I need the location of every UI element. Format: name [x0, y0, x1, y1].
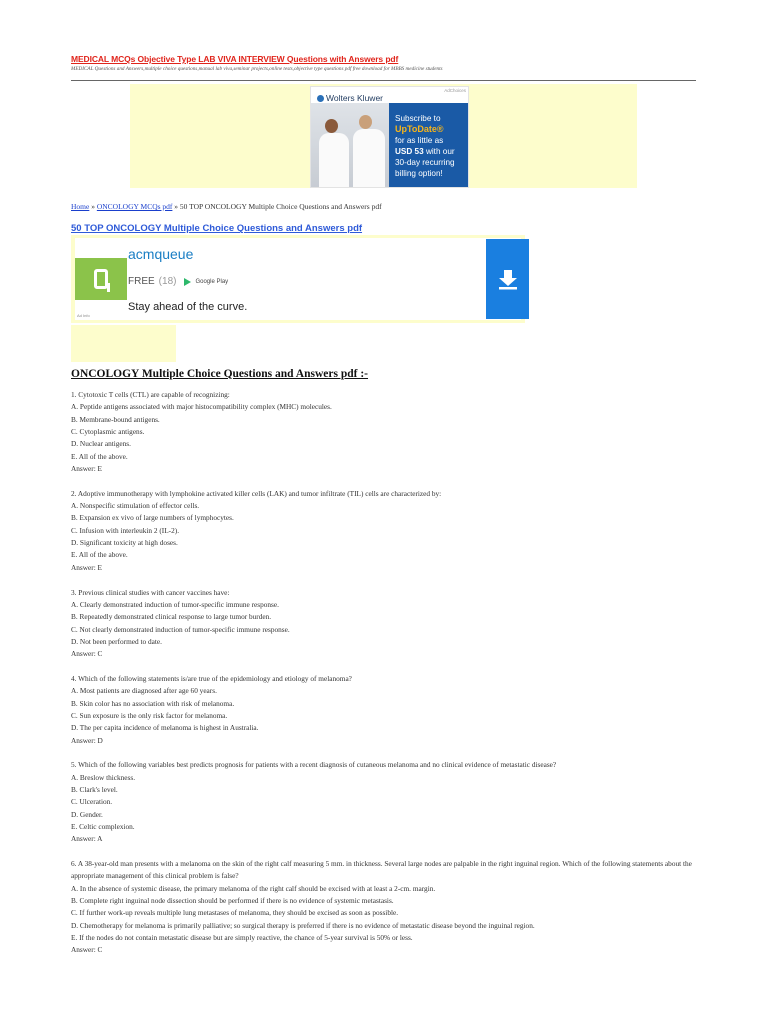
app-meta	[128, 276, 228, 287]
question-1	[71, 389, 696, 475]
site-title-link[interactable]: MEDICAL MCQs Objective Type LAB VIVA INTERVIEW Questions with Answers pdf	[71, 54, 399, 64]
brand-name: Wolters Kluwer	[326, 93, 383, 103]
option: E. Celtic complexion.	[71, 822, 135, 832]
section-heading: ONCOLOGY Multiple Choice Questions and Answers pdf :-	[71, 368, 369, 380]
question-stem: 6. A 38-year-old man presents with a melanoma on the skin of the right calf measuring 5 mm. in thickness. Several large nodes are palpable in the right inguinal region. Which of the following statements about the appropriate management of this clinical problem is false?	[71, 859, 692, 881]
option: D. Significant toxicity at high doses.	[71, 538, 178, 548]
option: A. Peptide antigens associated with major histocompatibility complex (MHC) molecules.	[71, 402, 332, 412]
wolters-kluwer-logo	[317, 93, 383, 103]
question-stem: 1. Cytotoxic T cells (CTL) are capable of recognizing:	[71, 390, 230, 399]
question-2	[71, 488, 696, 574]
option: E. If the nodes do not contain metastatic disease but are simply reactive, the chance of 5-year survival is 50% or less.	[71, 933, 413, 943]
option: B. Expansion ex vivo of large numbers of lymphocytes.	[71, 513, 234, 523]
app-install-ad[interactable]	[71, 235, 525, 323]
question-4	[71, 673, 696, 747]
doctors-photo	[311, 103, 389, 187]
app-rating-count: (18)	[158, 276, 177, 287]
answer: Answer: D	[71, 735, 103, 745]
download-icon	[497, 268, 519, 290]
uptodate-ad[interactable]	[310, 86, 469, 188]
question-3	[71, 587, 696, 661]
answer: Answer: C	[71, 945, 103, 955]
answer: Answer: E	[71, 464, 103, 474]
option: C. Sun exposure is the only risk factor for melanoma.	[71, 710, 228, 720]
question-stem: 5. Which of the following variables best predicts prognosis for patients with a recent diagnosis of cutaneous melanoma and no clinical evidence of metastatic disease?	[71, 760, 557, 770]
option: A. Breslow thickness.	[71, 772, 136, 782]
download-button[interactable]	[486, 239, 529, 319]
option: B. Clark's level.	[71, 785, 118, 794]
option: B. Repeatedly demonstrated clinical response to large tumor burden.	[71, 612, 272, 622]
app-name[interactable]: acmqueue	[128, 246, 194, 262]
option: C. If further work-up reveals multiple lung metastases of melanoma, they should be excised as soon as possible.	[71, 908, 399, 918]
option: E. All of the above.	[71, 550, 128, 560]
question-stem: 4. Which of the following statements is/are true of the epidemiology and etiology of melanoma?	[71, 673, 352, 683]
questions-list	[71, 389, 696, 969]
ad-footer-block	[71, 325, 176, 362]
breadcrumb-current: 50 TOP ONCOLOGY Multiple Choice Questions and Answers pdf	[179, 202, 382, 211]
option: D. Not been performed to date.	[71, 636, 162, 646]
option: A. Nonspecific stimulation of effector cells.	[71, 501, 200, 511]
option: A. Clearly demonstrated induction of tumor-specific immune response.	[71, 599, 279, 609]
ad-info-label[interactable]: Ad Info	[77, 313, 90, 318]
ad-offer-panel: Subscribe to UpToDate® for as little as USD 53 with our 30-day recurring billing option!	[389, 103, 468, 187]
acmqueue-app-icon[interactable]	[75, 258, 127, 300]
answer: Answer: E	[71, 562, 103, 572]
option: B. Skin color has no association with risk of melanoma.	[71, 698, 235, 708]
answer: Answer: C	[71, 649, 103, 659]
header-divider	[71, 80, 696, 81]
option: C. Infusion with interleukin 2 (IL-2).	[71, 525, 180, 535]
question-stem: 2. Adoptive immunotherapy with lymphokine activated killer cells (LAK) and tumor infiltrate (TIL) cells are characterized by:	[71, 488, 442, 498]
app-price: FREE	[128, 276, 155, 287]
wolters-kluwer-icon	[317, 95, 324, 102]
option: D. Gender.	[71, 809, 103, 819]
question-6	[71, 858, 696, 957]
option: D. The per capita incidence of melanoma is highest in Australia.	[71, 723, 259, 733]
option: B. Complete right inguinal node dissection should be performed if there is no evidence of systemic metastasis.	[71, 896, 394, 906]
question-stem: 3. Previous clinical studies with cancer vaccines have:	[71, 587, 230, 597]
question-5	[71, 759, 696, 845]
site-description: MEDICAL Questions and Answers,multiple choice questions,manual lab viva,seminar projects,online tests,objective type questions pdf free download for MBBS medicine students	[71, 66, 443, 72]
adchoices-label[interactable]: AdChoices	[444, 88, 466, 93]
option: E. All of the above.	[71, 451, 128, 461]
option: C. Cytoplasmic antigens.	[71, 427, 145, 437]
option: B. Membrane-bound antigens.	[71, 414, 160, 424]
option: C. Ulceration.	[71, 797, 113, 807]
answer: Answer: A	[71, 834, 103, 844]
google-play-icon	[184, 278, 191, 286]
option: D. Chemotherapy for melanoma is primarily palliative; so surgical therapy is preferred if there is no evidence of metastatic disease beyond the inguinal region.	[71, 920, 535, 930]
breadcrumb: Home » ONCOLOGY MCQs pdf » 50 TOP ONCOLOGY Multiple Choice Questions and Answers pdf	[71, 202, 382, 211]
post-title[interactable]: 50 TOP ONCOLOGY Multiple Choice Questions and Answers pdf	[71, 223, 363, 234]
breadcrumb-category[interactable]: ONCOLOGY MCQs pdf	[96, 202, 173, 211]
breadcrumb-home[interactable]: Home	[71, 202, 90, 211]
option: D. Nuclear antigens.	[71, 439, 131, 449]
google-play-label: Google Play	[195, 278, 229, 285]
app-tagline: Stay ahead of the curve.	[128, 301, 248, 313]
option: A. Most patients are diagnosed after age 60 years.	[71, 686, 217, 696]
option: C. Not clearly demonstrated induction of tumor-specific immune response.	[71, 624, 290, 634]
option: A. In the absence of systemic disease, the primary melanoma of the right calf should be excised with at least a 2-cm. margin.	[71, 883, 436, 893]
